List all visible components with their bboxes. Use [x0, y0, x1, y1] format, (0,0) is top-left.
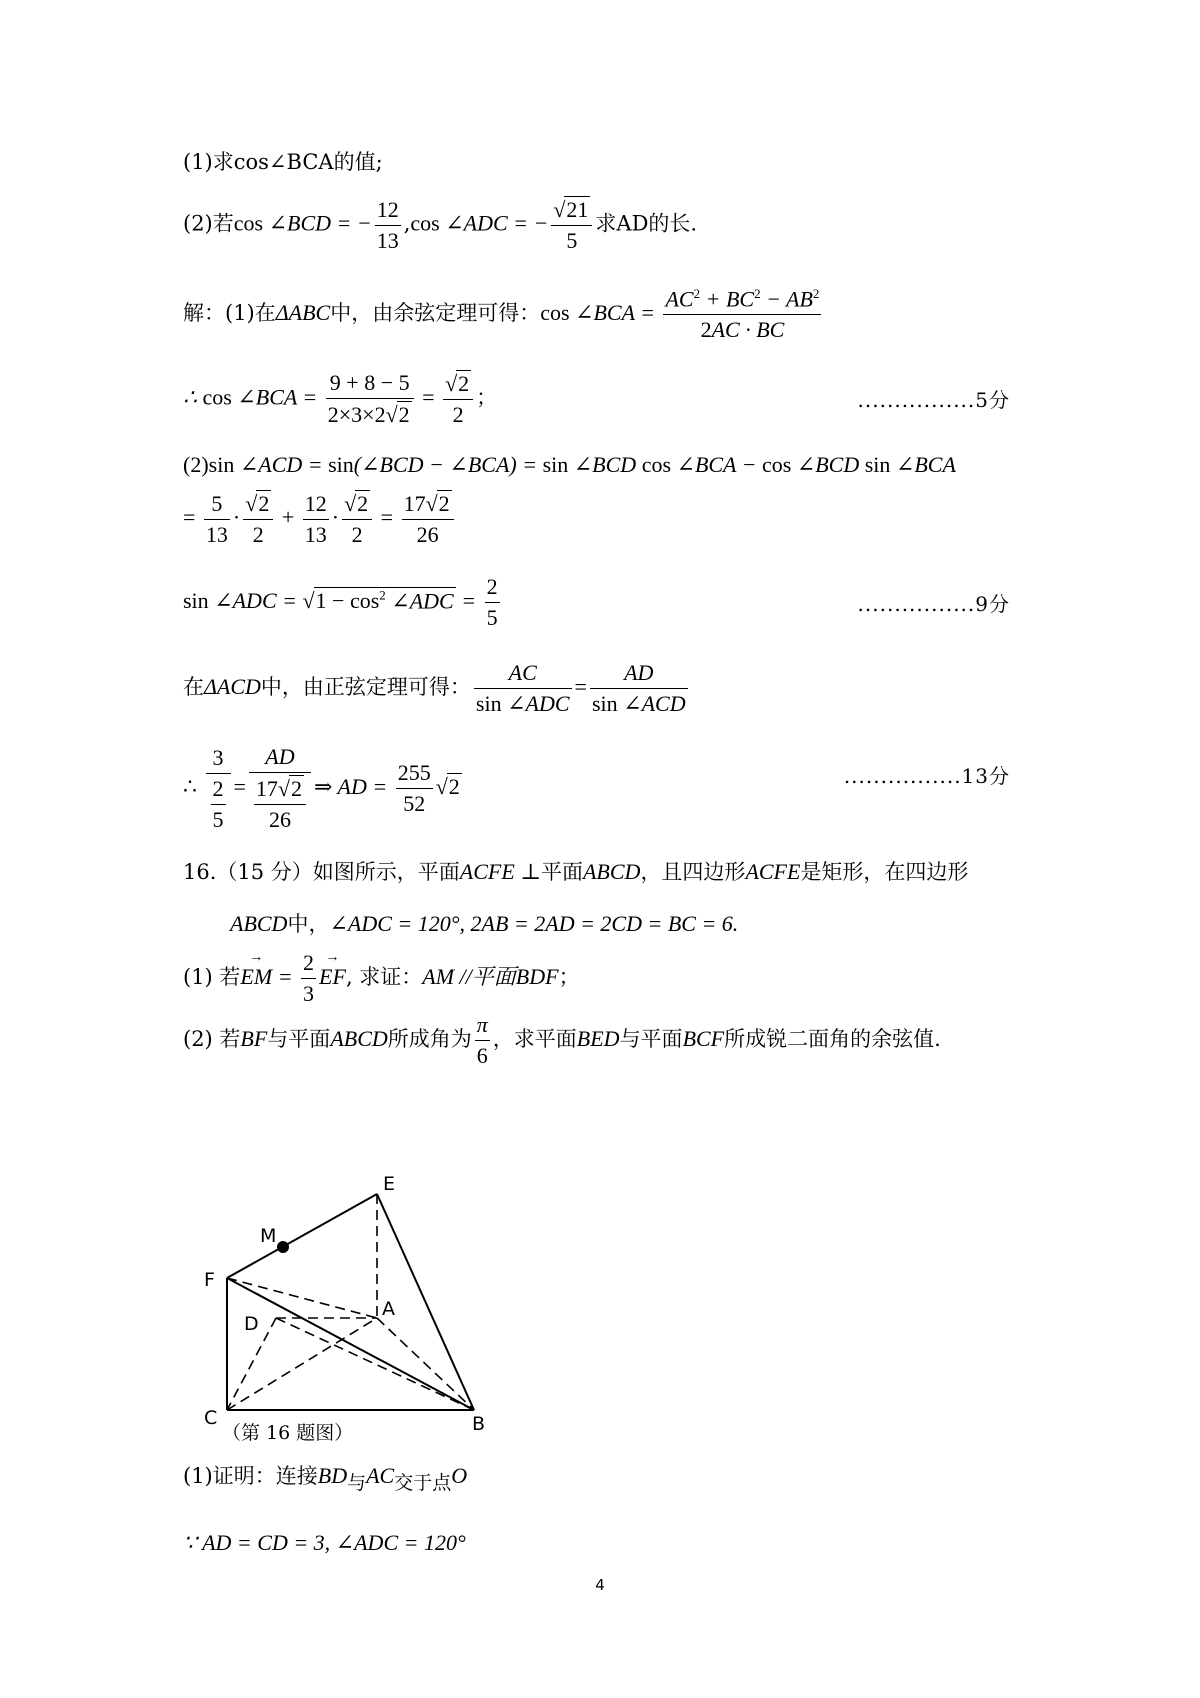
- q16-2-bcf: BCF: [682, 1026, 725, 1051]
- question-16: [183, 856, 968, 886]
- geometry-figure: [190, 1168, 490, 1438]
- triangle-abc: ΔABC: [275, 300, 331, 326]
- q16-2-a: (2) 若: [183, 1027, 241, 1051]
- question-part-1-text: (1)求cos∠BCA的值;: [183, 150, 383, 174]
- q16-1-end: ；: [558, 965, 580, 989]
- edge-ab: [377, 1318, 474, 1410]
- proof-o: O: [451, 1463, 468, 1488]
- q16-plane-acfe: ACFE ⊥: [459, 859, 541, 884]
- q16-2-abcd: ABCD: [330, 1026, 388, 1051]
- label-a: A: [382, 1298, 395, 1320]
- fraction: $\frac{√2}{2}$: [243, 490, 273, 548]
- fraction: $\frac{√2}{2}$: [342, 490, 372, 548]
- q2-suffix: 求AD的长.: [595, 211, 698, 236]
- solution-sin-acd: (2)sin ∠ACD = sin(∠BCD − ∠BCA) = sin ∠BCD cos ∠BCA − cos ∠BCD sin ∠BCA: [183, 452, 956, 477]
- edge-fb: [227, 1278, 474, 1410]
- triangle-acd: ΔACD: [204, 674, 261, 699]
- score-5: ................5分: [857, 388, 1010, 412]
- question-16-part-2: [183, 1012, 941, 1069]
- q2-prefix: (2)若: [183, 211, 234, 236]
- fraction: $\frac{2}{3}$: [303, 950, 315, 1006]
- proof-ac: AC: [366, 1463, 395, 1488]
- label-m: M: [260, 1225, 277, 1247]
- label-e: E: [383, 1173, 396, 1195]
- edge-db: [276, 1318, 474, 1410]
- q16-2-h: 与平面: [619, 1027, 683, 1051]
- question-part-1: [183, 146, 383, 176]
- fraction: $\frac{3}{\frac{2}{5}}$: [206, 745, 231, 833]
- sol-rest: 中，由余弦定理可得：: [330, 301, 541, 326]
- page-number: 4: [595, 1576, 605, 1594]
- q16-rect: 是矩形，在四边形: [800, 860, 969, 884]
- q16-1-plane: 平面BDF: [471, 964, 559, 989]
- proof-intersect: 交于点: [394, 1472, 452, 1494]
- q16-abcd: ABCD: [230, 911, 288, 936]
- q16-2-j: 所成锐二面角的余弦值.: [724, 1027, 941, 1051]
- q16-2-bed: BED: [576, 1026, 620, 1051]
- label-b: B: [472, 1413, 486, 1435]
- solution-cos-value: ∴ cos ∠BCA = $\frac{9 + 8 - 5}{2\times 3\times 2√2}$ = $\frac{√2}{2}$ ；: [183, 370, 498, 427]
- q16-head: 16.（15 分）如图所示，平面: [183, 860, 460, 884]
- q16-2-e: 所成角为: [387, 1027, 472, 1051]
- label-f: F: [204, 1269, 215, 1291]
- fraction: $\frac{√21}{5}$: [551, 196, 592, 254]
- fraction: $\frac{√2}{2}$: [443, 370, 473, 428]
- fraction: $\frac{12}{13}$: [376, 196, 399, 253]
- fraction: $\frac{5}{13}$: [205, 490, 228, 547]
- label-d: D: [244, 1313, 259, 1335]
- point-m: [277, 1241, 289, 1253]
- fraction: $\frac{AC^2 + BC^2 - AB^2}{2AC \cdot BC}$: [665, 286, 820, 343]
- solution-law-of-cosines: 解：(1)在ΔABC中，由余弦定理可得：cos ∠BCA = $\frac{AC^2 + BC^2 - AB^2}{2AC \cdot BC}$: [183, 286, 820, 343]
- q16-2-f: ，求平面: [492, 1027, 577, 1051]
- solution-law-of-sines: 在ΔACD中，由正弦定理可得： $\frac{AC}{\text{sin ∠ADC}}$ = $\frac{AD}{\text{sin ∠ACD}}$: [183, 660, 686, 716]
- q16-conditions: ∠ADC = 120°, 2AB = 2AD = 2CD = BC = 6.: [329, 911, 739, 936]
- question-part-2: (2)若cos ∠BCD = − $\frac{12}{13}$ ,cos ∠ADC = − $\frac{√21}{5}$ 求AD的长.: [183, 196, 698, 253]
- score-13: ................13分: [843, 764, 1010, 788]
- fraction: $\frac{\pi}{6}$: [476, 1012, 488, 1068]
- question-16-part-1: (1) 若→ EM = $\frac{2}{3}$ → EF, 求证：AM //平面BDF；: [183, 950, 580, 1007]
- edge-fa: [227, 1278, 377, 1318]
- q16-in: 中，: [287, 912, 330, 936]
- q16-and: ，且四边形: [640, 860, 746, 884]
- sol-intro: 解：(1)在: [183, 301, 276, 326]
- proof-bd: BD: [317, 1463, 348, 1488]
- acd-rest: 中，由正弦定理可得：: [260, 675, 471, 699]
- proof-because: ∵ AD = CD = 3, ∠ADC = 120°: [183, 1530, 466, 1555]
- q16-1-claim: AM //: [422, 964, 472, 989]
- fraction: $\frac{12}{13}$: [304, 490, 327, 547]
- fraction: $\frac{AD}{\text{sin ∠ACD}}$: [591, 660, 686, 716]
- solution-ad-value: ∴ $\frac{3}{\frac{2}{5}}$ = $\frac{AD}{\frac{17√2}{26}}$ ⇒ AD = $\frac{255}{52}$ √2: [183, 744, 460, 832]
- q16-1-prefix: (1) 若: [183, 965, 241, 989]
- score-9: ................9分: [857, 592, 1010, 616]
- proof-and: 与: [347, 1472, 367, 1494]
- fraction: $\frac{255}{52}$: [397, 760, 431, 816]
- solution-sin-adc: sin ∠ADC = $√1 - \cos^2$ ∠ADC = $\frac{2}{5}$: [183, 574, 498, 630]
- fraction: $\frac{AD}{\frac{17√2}{26}}$: [249, 744, 311, 833]
- proof-a: (1)证明：连接: [183, 1464, 318, 1488]
- proof-start: [183, 1460, 468, 1494]
- acd-intro: 在: [183, 675, 204, 699]
- q16-1-mid: , 求证：: [345, 965, 423, 989]
- q16-acfe: ACFE: [745, 859, 801, 884]
- q16-plane-word: 平面: [540, 860, 583, 884]
- q16-2-c: 与平面: [267, 1027, 331, 1051]
- fraction: $\frac{9 + 8 - 5}{2\times 3\times 2√2}$: [326, 370, 414, 428]
- fraction: $\frac{AC}{\text{sin ∠ADC}}$: [475, 660, 570, 716]
- figure-caption: （第 16 题图）: [222, 1422, 354, 1444]
- label-c: C: [204, 1407, 218, 1429]
- edge-fe: [227, 1194, 377, 1278]
- q16-2-bf: BF: [240, 1026, 268, 1051]
- fraction: $\frac{2}{5}$: [486, 574, 498, 630]
- q16-plane-abcd: ABCD: [582, 859, 641, 884]
- question-16-line-2: [230, 908, 738, 938]
- q2-comma: ,: [403, 211, 411, 236]
- fraction: $\frac{17√2}{26}$: [402, 490, 454, 548]
- solution-sin-acd-value: = $\frac{5}{13}$ · $\frac{√2}{2}$ + $\frac{12}{13}$ · $\frac{√2}{2}$ = $\frac{17√2}{26}$: [183, 490, 457, 548]
